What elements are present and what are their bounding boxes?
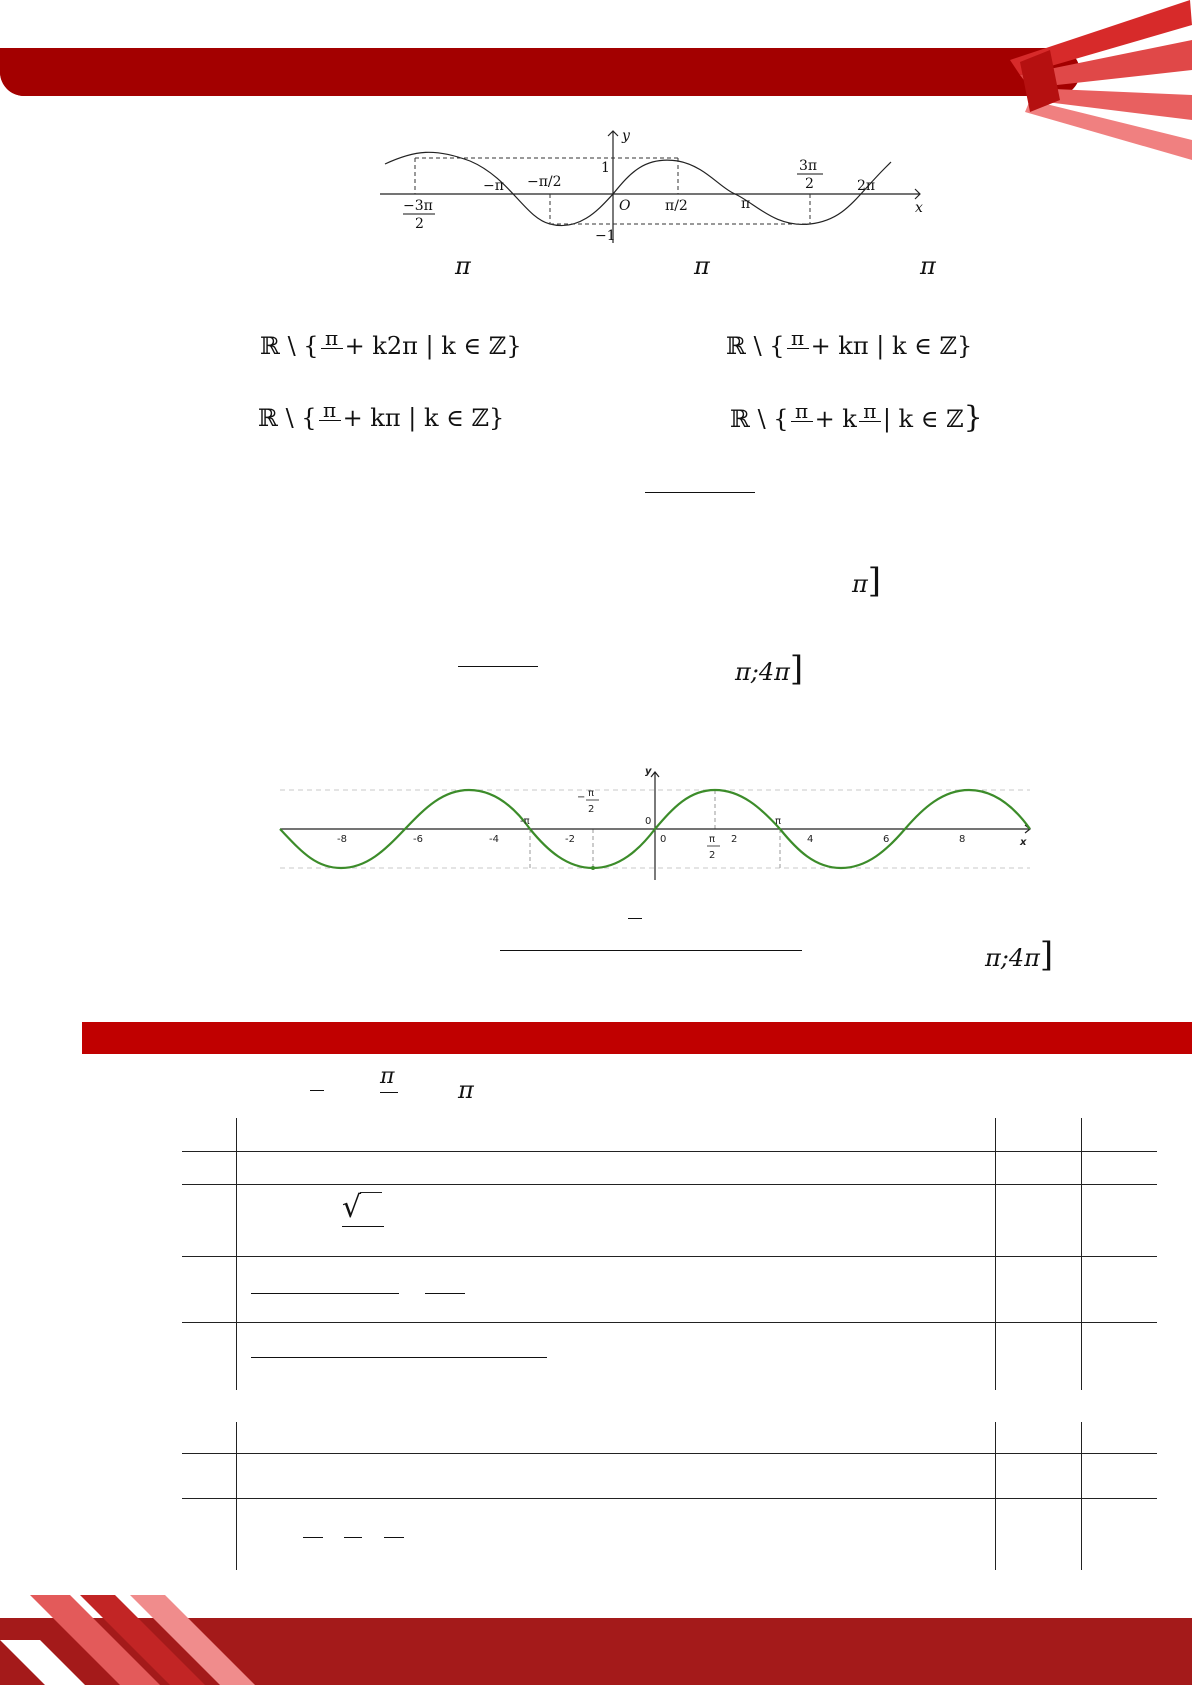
sqrt-symbol: √ [342,1190,362,1225]
x-tick-three-pi-num: 3π [799,158,818,174]
x-axis-label: x [1020,837,1027,848]
x-tick-neg-pi: -π [520,816,530,827]
option-d-set: ℝ \ { π + k π | k ∈ ℤ} [730,400,983,440]
option-a-pi: π [455,252,471,280]
header-rays-decoration [990,0,1192,175]
x-axis-label: x [915,200,923,216]
y-axis-label: y [645,766,652,777]
zero-label-2: 0 [660,834,667,845]
x-tick-2: 2 [731,834,738,845]
fraction-bar-fragment [628,918,642,919]
section-pi: π [458,1076,474,1104]
answer-blank-2[interactable] [458,666,538,667]
x-tick-neg6: -6 [413,834,423,845]
pos-half-den: 2 [709,850,716,861]
x-tick-neg8: -8 [337,834,347,845]
interval-1: π] [852,561,882,601]
x-tick-4: 4 [807,834,814,845]
option-c-pi: π [920,252,936,280]
x-tick-neg-three-pi-den: 2 [415,216,424,232]
interval-2: π;4π] [735,649,804,689]
answer-blank-row3[interactable] [251,1293,399,1294]
fraction-bar-c [384,1537,404,1538]
section-header-bar [82,1022,1192,1054]
fraction-bar-row3 [425,1293,465,1294]
zero-label: 0 [645,816,652,827]
x-tick-neg-pi: −π [483,178,504,194]
x-tick-neg-pi-half: −π/2 [527,174,562,190]
neg-half-minus: − [577,792,586,803]
x-tick-pi: π [775,816,782,827]
y-tick-one: 1 [601,160,610,176]
x-tick-neg-three-pi-num: −3π [403,198,433,214]
option-a-set: ℝ \ { π + k2π | k ∈ ℤ} [260,328,522,367]
interval-3: π;4π] [985,935,1054,975]
option-c-set: ℝ \ { π + kπ | k ∈ ℤ} [258,400,504,439]
cos-graph-figure [375,128,935,248]
fraction-bar-row2 [342,1226,384,1227]
x-tick-pi: π [741,196,751,212]
section-frac-bar [380,1092,398,1093]
x-tick-6: 6 [883,834,890,845]
answer-blank-1[interactable] [645,492,755,493]
neg-half-num: π [588,788,595,799]
x-tick-three-pi-den: 2 [805,176,814,192]
answer-blank-3[interactable] [500,950,802,951]
fraction-bar-b [344,1537,362,1538]
x-tick-two-pi: 2π [857,178,876,194]
header-band [0,48,1080,96]
y-axis-label: y [622,128,630,144]
x-tick-neg4: -4 [489,834,499,845]
x-tick-pi-half: π/2 [665,198,688,214]
section-frac-num: π [380,1064,395,1089]
answer-blank-row4[interactable] [251,1357,547,1358]
fraction-bar-a [303,1537,323,1538]
pos-half-num: π [709,834,716,845]
option-b-pi: π [694,252,710,280]
fraction-bar-fragment-2 [310,1090,324,1091]
x-tick-8: 8 [959,834,966,845]
option-b-set: ℝ \ { π + kπ | k ∈ ℤ} [726,328,972,367]
origin-label: O [619,198,631,214]
sine-graph-figure [275,760,1035,885]
neg-half-den: 2 [588,804,595,815]
footer-stripes-decoration [0,1585,270,1685]
x-tick-neg2: -2 [565,834,575,845]
y-tick-minus-one: −1 [595,228,616,244]
